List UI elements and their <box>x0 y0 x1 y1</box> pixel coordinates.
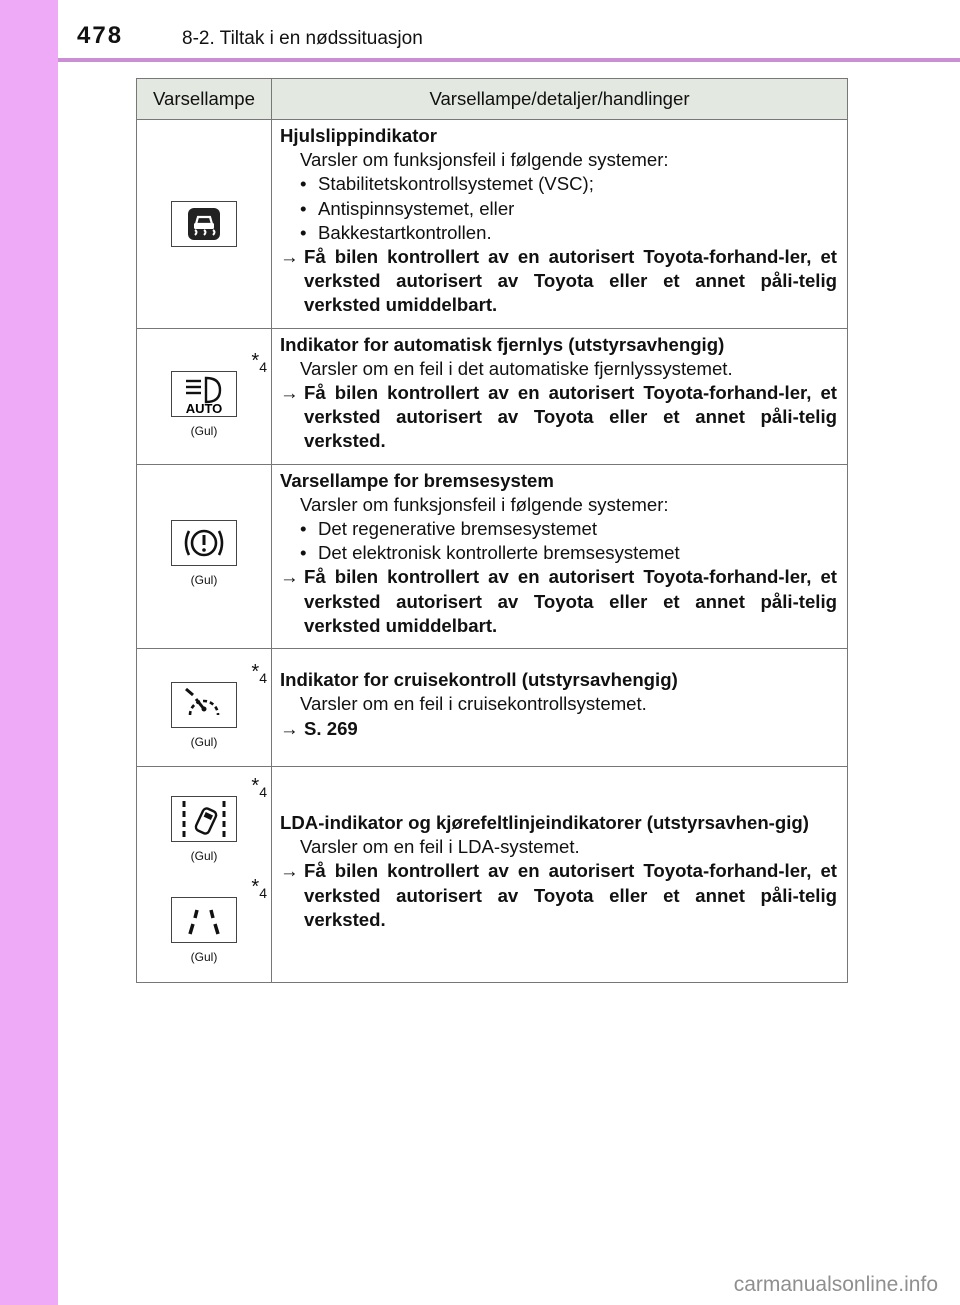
auto-high-beam-icon <box>171 371 237 417</box>
bullet-item: • Stabilitetskontrollsystemet (VSC); <box>280 172 837 196</box>
lamp-intro: Varsler om en feil i det automatiske fjernlyssystemet. <box>300 357 733 379</box>
lamp-title: Hjulslippindikator <box>280 125 438 146</box>
lamp-action <box>280 859 837 932</box>
lamp-intro: Varsler om en feil i LDA-systemet. <box>300 836 580 858</box>
footnote-marker: $*_4$ <box>251 350 267 376</box>
lamp-title: Indikator for automatisk fjernlys (utstyrsavhengig) <box>280 333 725 355</box>
lamp-caption: (Gul) <box>190 849 218 864</box>
lamp-group <box>171 520 237 592</box>
wheel-slip-icon <box>171 201 237 247</box>
table-header-row <box>137 79 848 120</box>
watermark: carmanualsonline.info <box>733 1273 938 1296</box>
lamp-intro: Varsler om funksjonsfeil i følgende systemer: <box>300 149 669 171</box>
footnote-marker: $*_4$ <box>251 875 267 901</box>
lamp-group <box>171 661 267 754</box>
column-header-details: Varsellampe/detaljer/handlinger <box>272 79 848 120</box>
cruise-control-icon <box>171 682 237 728</box>
lamp-group <box>171 350 267 443</box>
lane-line-icon <box>171 897 237 943</box>
details-cell <box>272 120 848 329</box>
lamp-intro: Varsler om en feil i cruisekontrollsystemet. <box>300 693 647 715</box>
auto-label: AUTO <box>185 401 223 415</box>
table-row <box>137 464 848 648</box>
section-title: 8-2. Tiltak i en nødssituasjon <box>182 28 423 49</box>
lamp-cell <box>137 328 272 464</box>
table-row <box>137 120 848 329</box>
side-band <box>0 0 58 1305</box>
lamp-group <box>171 775 267 868</box>
brake-system-warning-icon <box>171 520 237 566</box>
arrow-glyph: → <box>280 382 299 404</box>
lamp-cell <box>137 120 272 329</box>
action-text: S. 269 <box>304 717 358 739</box>
lamp-intro: Varsler om funksjonsfeil i følgende systemer: <box>300 493 669 515</box>
table-row <box>137 649 848 767</box>
bullet-item: • Antispinnsystemet, eller <box>280 197 837 221</box>
lamp-cell <box>137 649 272 767</box>
lamp-title: LDA-indikator og kjørefeltlinjeindikatorer (utstyrsavhen-gig) <box>280 812 809 834</box>
lamp-action <box>280 717 837 741</box>
lamp-caption: (Gul) <box>190 735 218 750</box>
lamp-action <box>280 381 837 454</box>
lamp-cell <box>137 767 272 983</box>
lamp-caption: (Gul) <box>190 424 218 439</box>
action-text: Få bilen kontrollert av en autorisert Toyota-forhand-ler, et verksted autorisert av Toyota eller et annet påli-telig verksted. <box>304 860 837 930</box>
action-text: Få bilen kontrollert av en autorisert Toyota-forhand-ler, et verksted autorisert av Toyota eller et annet påli-telig verksted umiddelbart. <box>304 246 837 316</box>
bullet-item: • Det regenerative bremsesystemet <box>280 517 837 541</box>
lamp-group <box>171 201 237 247</box>
warning-lamp-table <box>136 78 848 983</box>
table-row <box>137 767 848 983</box>
arrow-glyph: → <box>280 246 299 268</box>
table-row <box>137 328 848 464</box>
details-cell <box>272 649 848 767</box>
header-rule <box>58 58 960 62</box>
lamp-cell <box>137 464 272 648</box>
arrow-glyph: → <box>280 860 299 882</box>
arrow-glyph: → <box>280 566 299 588</box>
action-text: Få bilen kontrollert av en autorisert Toyota-forhand-ler, et verksted autorisert av Toyota eller et annet påli-telig verksted umiddelbart. <box>304 566 837 636</box>
lamp-title: Indikator for cruisekontroll (utstyrsavhengig) <box>280 669 678 691</box>
lamp-caption: (Gul) <box>190 573 218 588</box>
lamp-action <box>280 565 837 638</box>
lamp-action <box>280 245 837 318</box>
bullet-item: • Det elektronisk kontrollerte bremsesystemet <box>280 541 837 565</box>
lamp-group <box>171 875 267 969</box>
footnote-marker: $*_4$ <box>251 775 267 801</box>
details-cell <box>272 767 848 983</box>
lane-departure-alert-icon <box>171 796 237 842</box>
details-cell <box>272 464 848 648</box>
footnote-marker: $*_4$ <box>251 661 267 687</box>
action-text: Få bilen kontrollert av en autorisert Toyota-forhand-ler, et verksted autorisert av Toyota eller et annet påli-telig verksted. <box>304 382 837 452</box>
bullet-item: • Bakkestartkontrollen. <box>280 221 837 245</box>
arrow-glyph: → <box>280 717 299 739</box>
lamp-title: Varsellampe for bremsesystem <box>280 469 554 491</box>
details-cell <box>272 328 848 464</box>
lamp-caption: (Gul) <box>190 949 218 964</box>
page-number: 478 <box>77 22 124 49</box>
column-header-lamp: Varsellampe <box>137 79 272 120</box>
